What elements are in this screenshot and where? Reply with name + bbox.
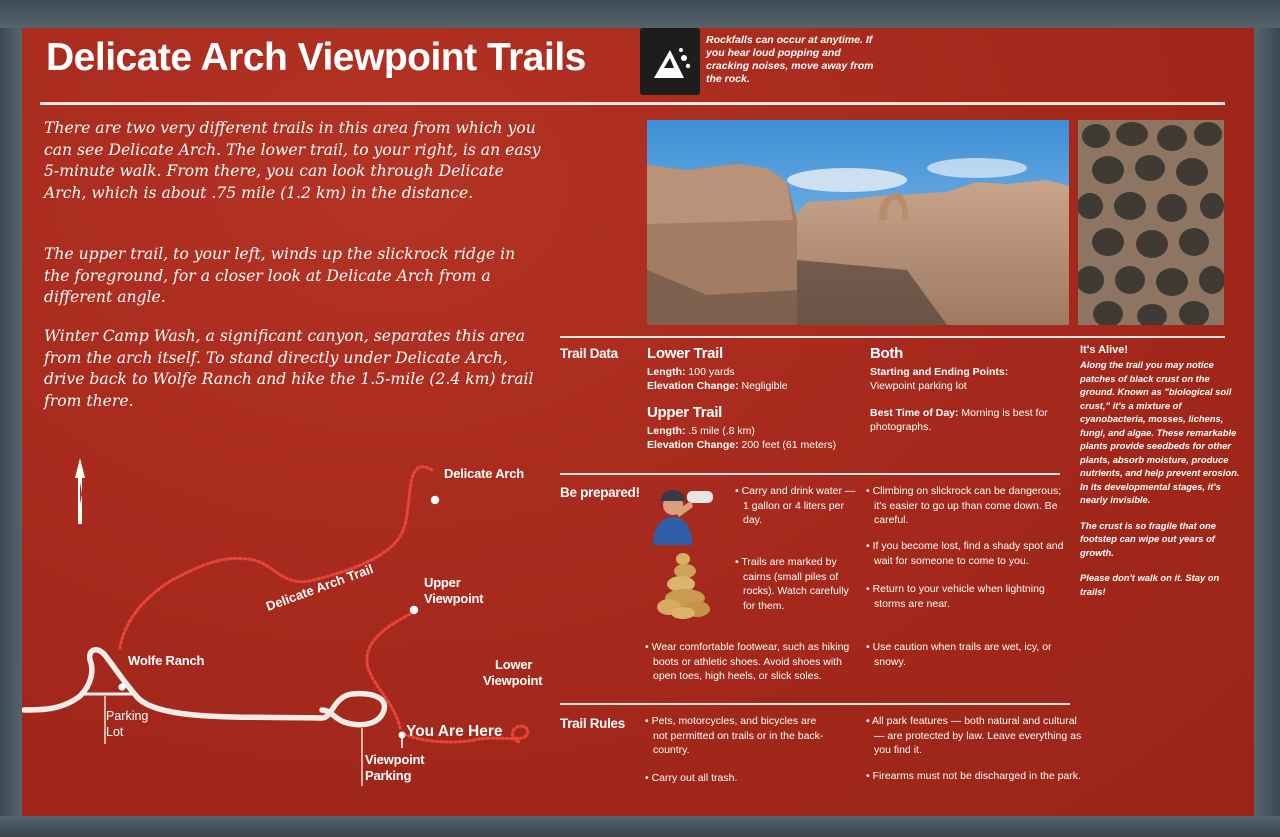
trail-data-heading: Trail Data xyxy=(560,346,618,361)
its-alive-paragraph-2: The crust is so fragile that one footstep can wipe out years of growth. xyxy=(1080,519,1216,558)
upper-trail-line xyxy=(367,612,414,728)
intro-paragraph-1: There are two very different trails in this area from which you can see Delicate Arch. The lower trail, to your right, is an easy 5-minute walk. From there, you can look through Delicate Arch, which is about .75 mile (1.2 km) in the distance. xyxy=(44,119,541,202)
hiker-drinking-photo xyxy=(647,481,717,545)
rule-pets: • Pets, motorcycles, and bicycles are not permitted on trails or in the back-country. xyxy=(645,715,824,756)
rule-features: • All park features — both natural and cultural — are protected by law. Leave everything as you find it. xyxy=(866,715,1082,756)
frame-left xyxy=(0,28,22,816)
its-alive-paragraph-3: Please don't walk on it. Stay on trails! xyxy=(1080,572,1220,597)
prepared-item-lost: • If you become lost, find a shady spot and wait for someone to come to you. xyxy=(866,540,1064,567)
prepared-item-cairns: • Trails are marked by cairns (small piles of rocks). Watch carefully for them. xyxy=(735,556,849,612)
lower-trail-elevation: Elevation Change: Negligible xyxy=(647,380,788,392)
map-label-upper-viewpoint-2: Viewpoint xyxy=(424,591,484,606)
soil-crust-photo xyxy=(1078,120,1224,325)
you-are-here-icon xyxy=(399,732,406,739)
lower-trail-heading: Lower Trail xyxy=(647,345,723,362)
map-label-lower-viewpoint-2: Viewpoint xyxy=(483,673,543,688)
trail-data-rule xyxy=(560,336,1225,338)
rule-firearms: • Firearms must not be discharged in the park. xyxy=(866,770,1081,782)
north-arrow-icon xyxy=(75,458,85,524)
rockfall-icon xyxy=(640,28,700,95)
trail-rules-heading: Trail Rules xyxy=(560,716,625,731)
map-label-you-are-here: You Are Here xyxy=(406,723,503,740)
delicate-arch-trail-line xyxy=(120,467,432,648)
prepared-item-slickrock: • Climbing on slickrock can be dangerous; it's easier to go up than come down. Be careful. xyxy=(866,485,1062,526)
be-prepared-heading: Be prepared! xyxy=(560,485,640,500)
cairn-photo xyxy=(647,549,717,621)
map-label-parking-lot-2: Lot xyxy=(106,725,124,739)
delicate-arch-photo xyxy=(647,120,1069,325)
trail-sign xyxy=(22,28,1254,816)
rockfall-warning-text: Rockfalls can occur at anytime. If you hear loud popping and cracking noises, move away from the rock. xyxy=(706,34,874,85)
wolfe-ranch-marker xyxy=(118,683,125,690)
upper-viewpoint-marker xyxy=(410,606,418,614)
trail-name-label: Delicate Arch Trail xyxy=(263,561,376,614)
map-label-upper-viewpoint-1: Upper xyxy=(424,575,461,590)
rule-trash: • Carry out all trash. xyxy=(645,772,738,784)
frame-right xyxy=(1254,28,1280,816)
both-trails-points: Starting and Ending Points: Viewpoint parking lot xyxy=(870,366,1009,392)
both-trails-best-time: Best Time of Day: Morning is best for photographs. xyxy=(870,407,1048,433)
upper-trail-heading: Upper Trail xyxy=(647,404,723,421)
map-label-parking-lot-1: Parking xyxy=(106,709,149,723)
map-label-viewpoint-parking-2: Parking xyxy=(365,768,412,783)
intro-paragraph-3: Winter Camp Wash, a significant canyon, separates this area from the arch itself. To stand directly under Delicate Arch, drive back to Wolfe Ranch and hike the 1.5-mile (2.4 km) trail from there. xyxy=(44,327,534,410)
rockfall-icon-graphic xyxy=(640,28,700,95)
be-prepared-rule xyxy=(560,473,1060,475)
trail-map xyxy=(22,448,562,816)
map-label-delicate-arch: Delicate Arch xyxy=(444,466,525,481)
delicate-arch-marker xyxy=(431,496,439,504)
intro-paragraph-2: The upper trail, to your left, winds up the slickrock ridge in the foreground, for a closer look at Delicate Arch from a different angle. xyxy=(44,245,516,306)
both-trails-heading: Both xyxy=(870,345,903,362)
frame-top xyxy=(0,0,1280,28)
map-label-wolfe-ranch: Wolfe Ranch xyxy=(128,653,205,668)
its-alive-paragraph-1: Along the trail you may notice patches of black crust on the ground. Known as "biological soil crust," it's a mixture of cyanobacteria, mosses, lichens, fungi, and algae. These remarkable plants provide seedbeds for other plants, absorb moisture, produce nutrients, and help prevent erosion. In its developmental stages, it's nearly invisible. xyxy=(1080,359,1240,505)
upper-trail-elevation: Elevation Change: 200 feet (61 meters) xyxy=(647,439,837,451)
prepared-item-lightning: • Return to your vehicle when lightning storms are near. xyxy=(866,583,1045,610)
prepared-item-wet-trails: • Use caution when trails are wet, icy, or snowy. xyxy=(866,641,1052,668)
frame-bottom xyxy=(0,816,1280,837)
prepared-item-footwear: • Wear comfortable footwear, such as hiking boots or athletic shoes. Avoid shoes with open toes, high heels, or slick soles. xyxy=(645,641,850,682)
map-label-lower-viewpoint-1: Lower xyxy=(495,657,533,672)
its-alive-text xyxy=(1080,358,1240,598)
its-alive-heading: It's Alive! xyxy=(1080,344,1129,356)
trail-rules-rule xyxy=(560,703,1070,705)
prepared-item-water: • Carry and drink water — 1 gallon or 4 liters per day. xyxy=(735,485,856,526)
upper-trail-length: Length: .5 mile (.8 km) xyxy=(647,425,755,437)
map-label-viewpoint-parking-1: Viewpoint xyxy=(365,752,425,767)
lower-trail-length: Length: 100 yards xyxy=(647,366,735,378)
title-rule xyxy=(40,102,1225,105)
sign-title: Delicate Arch Viewpoint Trails xyxy=(46,36,586,79)
